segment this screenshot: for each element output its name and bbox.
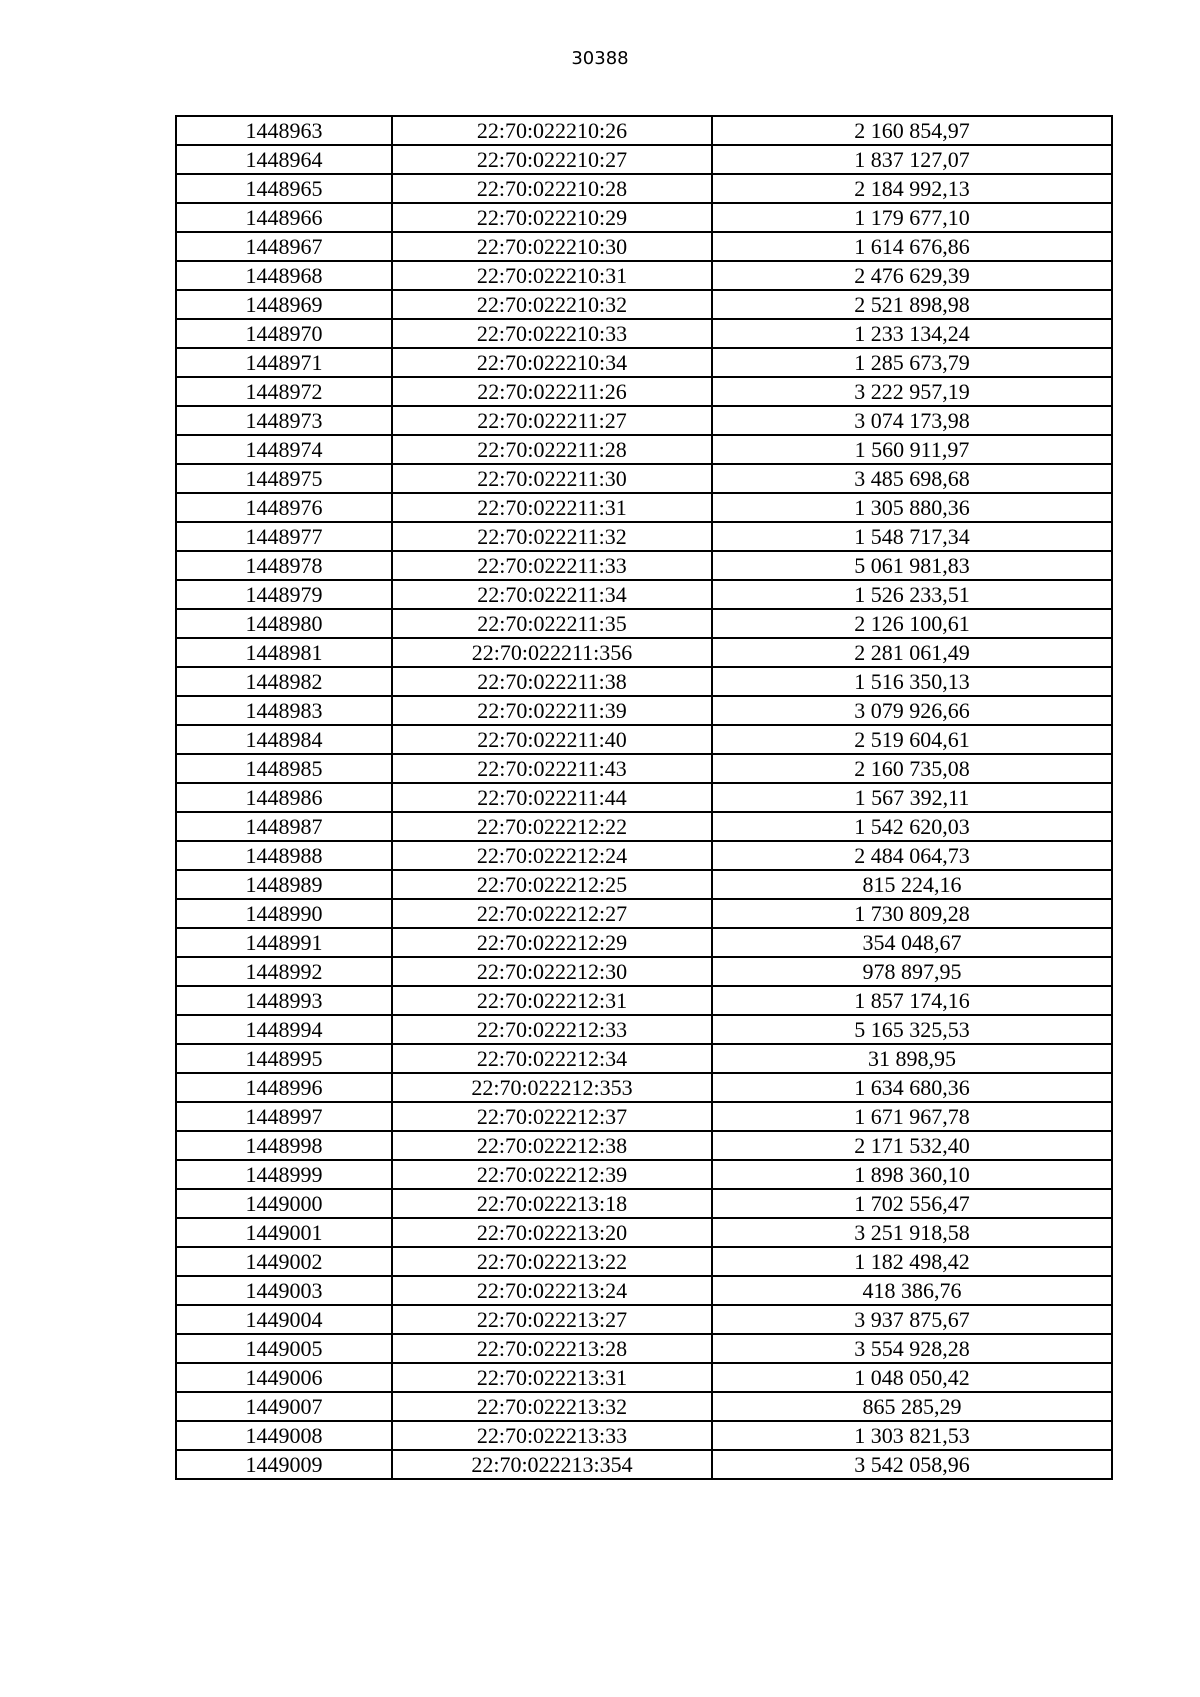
- cadastral-value-cell: 3 251 918,58: [712, 1218, 1112, 1247]
- table-row: [176, 1392, 1112, 1421]
- table-row: [176, 1305, 1112, 1334]
- table-row: [176, 870, 1112, 899]
- row-number-cell: 1448963: [176, 116, 392, 145]
- cadastral-number-cell: 22:70:022211:27: [392, 406, 712, 435]
- cadastral-number-cell: 22:70:022212:29: [392, 928, 712, 957]
- table-row: [176, 464, 1112, 493]
- table-row: [176, 899, 1112, 928]
- row-number-cell: 1448981: [176, 638, 392, 667]
- row-number-cell: 1448978: [176, 551, 392, 580]
- table-row: [176, 928, 1112, 957]
- cadastral-value-cell: 1 702 556,47: [712, 1189, 1112, 1218]
- cadastral-value-cell: 1 542 620,03: [712, 812, 1112, 841]
- row-number-cell: 1448998: [176, 1131, 392, 1160]
- cadastral-number-cell: 22:70:022211:33: [392, 551, 712, 580]
- cadastral-value-cell: 1 634 680,36: [712, 1073, 1112, 1102]
- table-row: [176, 1189, 1112, 1218]
- table-row: [176, 957, 1112, 986]
- data-table: [175, 115, 1113, 1480]
- cadastral-number-cell: 22:70:022212:22: [392, 812, 712, 841]
- cadastral-value-cell: 1 671 967,78: [712, 1102, 1112, 1131]
- cadastral-value-cell: 3 222 957,19: [712, 377, 1112, 406]
- cadastral-number-cell: 22:70:022210:33: [392, 319, 712, 348]
- cadastral-number-cell: 22:70:022212:25: [392, 870, 712, 899]
- row-number-cell: 1448984: [176, 725, 392, 754]
- cadastral-number-cell: 22:70:022212:38: [392, 1131, 712, 1160]
- cadastral-number-cell: 22:70:022211:26: [392, 377, 712, 406]
- cadastral-number-cell: 22:70:022212:30: [392, 957, 712, 986]
- cadastral-value-cell: 1 898 360,10: [712, 1160, 1112, 1189]
- cadastral-value-cell: 1 233 134,24: [712, 319, 1112, 348]
- cadastral-value-cell: 3 074 173,98: [712, 406, 1112, 435]
- table-row: [176, 638, 1112, 667]
- table-row: [176, 754, 1112, 783]
- cadastral-number-cell: 22:70:022213:32: [392, 1392, 712, 1421]
- row-number-cell: 1448980: [176, 609, 392, 638]
- cadastral-number-cell: 22:70:022211:28: [392, 435, 712, 464]
- table-row: [176, 1044, 1112, 1073]
- row-number-cell: 1448992: [176, 957, 392, 986]
- table-row: [176, 812, 1112, 841]
- table-row: [176, 1363, 1112, 1392]
- cadastral-number-cell: 22:70:022210:29: [392, 203, 712, 232]
- cadastral-value-cell: 2 171 532,40: [712, 1131, 1112, 1160]
- cadastral-number-cell: 22:70:022211:40: [392, 725, 712, 754]
- row-number-cell: 1448972: [176, 377, 392, 406]
- table-row: [176, 1421, 1112, 1450]
- table-row: [176, 1160, 1112, 1189]
- cadastral-number-cell: 22:70:022212:27: [392, 899, 712, 928]
- cadastral-value-cell: 1 857 174,16: [712, 986, 1112, 1015]
- cadastral-value-cell: 865 285,29: [712, 1392, 1112, 1421]
- cadastral-number-cell: 22:70:022211:38: [392, 667, 712, 696]
- cadastral-number-cell: 22:70:022213:31: [392, 1363, 712, 1392]
- cadastral-value-cell: 3 937 875,67: [712, 1305, 1112, 1334]
- row-number-cell: 1448993: [176, 986, 392, 1015]
- row-number-cell: 1448989: [176, 870, 392, 899]
- row-number-cell: 1448967: [176, 232, 392, 261]
- table-row: [176, 1131, 1112, 1160]
- cadastral-value-cell: 2 184 992,13: [712, 174, 1112, 203]
- row-number-cell: 1448996: [176, 1073, 392, 1102]
- cadastral-number-cell: 22:70:022213:33: [392, 1421, 712, 1450]
- cadastral-number-cell: 22:70:022213:24: [392, 1276, 712, 1305]
- row-number-cell: 1449009: [176, 1450, 392, 1479]
- cadastral-number-cell: 22:70:022210:26: [392, 116, 712, 145]
- cadastral-number-cell: 22:70:022210:32: [392, 290, 712, 319]
- row-number-cell: 1448988: [176, 841, 392, 870]
- cadastral-number-cell: 22:70:022212:24: [392, 841, 712, 870]
- cadastral-number-cell: 22:70:022211:31: [392, 493, 712, 522]
- table-row: [176, 174, 1112, 203]
- cadastral-value-cell: 31 898,95: [712, 1044, 1112, 1073]
- cadastral-value-cell: 2 160 854,97: [712, 116, 1112, 145]
- cadastral-value-cell: 1 285 673,79: [712, 348, 1112, 377]
- cadastral-number-cell: 22:70:022212:353: [392, 1073, 712, 1102]
- table-row: [176, 580, 1112, 609]
- cadastral-value-cell: 1 614 676,86: [712, 232, 1112, 261]
- table-row: [176, 725, 1112, 754]
- cadastral-number-cell: 22:70:022213:22: [392, 1247, 712, 1276]
- cadastral-value-cell: 2 281 061,49: [712, 638, 1112, 667]
- table-row: [176, 1276, 1112, 1305]
- page-number: 30388: [571, 48, 629, 69]
- cadastral-value-cell: 815 224,16: [712, 870, 1112, 899]
- row-number-cell: 1448985: [176, 754, 392, 783]
- row-number-cell: 1448965: [176, 174, 392, 203]
- cadastral-value-cell: 1 182 498,42: [712, 1247, 1112, 1276]
- table-row: [176, 1218, 1112, 1247]
- cadastral-value-cell: 1 837 127,07: [712, 145, 1112, 174]
- cadastral-value-cell: 1 516 350,13: [712, 667, 1112, 696]
- table-row: [176, 435, 1112, 464]
- row-number-cell: 1448982: [176, 667, 392, 696]
- cadastral-value-cell: 2 126 100,61: [712, 609, 1112, 638]
- cadastral-number-cell: 22:70:022212:39: [392, 1160, 712, 1189]
- cadastral-value-cell: 2 160 735,08: [712, 754, 1112, 783]
- cadastral-number-cell: 22:70:022211:43: [392, 754, 712, 783]
- cadastral-number-cell: 22:70:022212:33: [392, 1015, 712, 1044]
- cadastral-number-cell: 22:70:022213:18: [392, 1189, 712, 1218]
- cadastral-number-cell: 22:70:022210:27: [392, 145, 712, 174]
- table-row: [176, 319, 1112, 348]
- cadastral-value-cell: 2 521 898,98: [712, 290, 1112, 319]
- cadastral-number-cell: 22:70:022213:28: [392, 1334, 712, 1363]
- table-row: [176, 493, 1112, 522]
- cadastral-value-cell: 3 554 928,28: [712, 1334, 1112, 1363]
- table-row: [176, 696, 1112, 725]
- row-number-cell: 1448976: [176, 493, 392, 522]
- cadastral-number-cell: 22:70:022210:34: [392, 348, 712, 377]
- cadastral-value-cell: 3 079 926,66: [712, 696, 1112, 725]
- row-number-cell: 1449002: [176, 1247, 392, 1276]
- row-number-cell: 1448990: [176, 899, 392, 928]
- row-number-cell: 1448969: [176, 290, 392, 319]
- cadastral-value-cell: 354 048,67: [712, 928, 1112, 957]
- cadastral-value-cell: 2 519 604,61: [712, 725, 1112, 754]
- cadastral-number-cell: 22:70:022210:28: [392, 174, 712, 203]
- table-row: [176, 406, 1112, 435]
- row-number-cell: 1448970: [176, 319, 392, 348]
- table-row: [176, 783, 1112, 812]
- table-row: [176, 1334, 1112, 1363]
- cadastral-value-cell: 1 560 911,97: [712, 435, 1112, 464]
- cadastral-number-cell: 22:70:022213:27: [392, 1305, 712, 1334]
- cadastral-value-cell: 5 061 981,83: [712, 551, 1112, 580]
- table-row: [176, 986, 1112, 1015]
- cadastral-number-cell: 22:70:022210:31: [392, 261, 712, 290]
- row-number-cell: 1448997: [176, 1102, 392, 1131]
- cadastral-value-cell: 2 484 064,73: [712, 841, 1112, 870]
- cadastral-number-cell: 22:70:022213:354: [392, 1450, 712, 1479]
- cadastral-number-cell: 22:70:022210:30: [392, 232, 712, 261]
- table-row: [176, 667, 1112, 696]
- table-row: [176, 522, 1112, 551]
- row-number-cell: 1448973: [176, 406, 392, 435]
- table-row: [176, 116, 1112, 145]
- table-row: [176, 1073, 1112, 1102]
- row-number-cell: 1448977: [176, 522, 392, 551]
- row-number-cell: 1448971: [176, 348, 392, 377]
- table-row: [176, 841, 1112, 870]
- row-number-cell: 1449001: [176, 1218, 392, 1247]
- row-number-cell: 1449000: [176, 1189, 392, 1218]
- table-row: [176, 1247, 1112, 1276]
- cadastral-value-cell: 3 485 698,68: [712, 464, 1112, 493]
- row-number-cell: 1449005: [176, 1334, 392, 1363]
- table-row: [176, 261, 1112, 290]
- row-number-cell: 1448983: [176, 696, 392, 725]
- cadastral-number-cell: 22:70:022211:356: [392, 638, 712, 667]
- row-number-cell: 1448986: [176, 783, 392, 812]
- cadastral-number-cell: 22:70:022212:31: [392, 986, 712, 1015]
- table-row: [176, 609, 1112, 638]
- cadastral-number-cell: 22:70:022211:39: [392, 696, 712, 725]
- table-row: [176, 348, 1112, 377]
- cadastral-value-cell: 1 305 880,36: [712, 493, 1112, 522]
- table-body: [176, 116, 1112, 1479]
- cadastral-number-cell: 22:70:022212:34: [392, 1044, 712, 1073]
- row-number-cell: 1449007: [176, 1392, 392, 1421]
- row-number-cell: 1448991: [176, 928, 392, 957]
- cadastral-number-cell: 22:70:022211:30: [392, 464, 712, 493]
- row-number-cell: 1448979: [176, 580, 392, 609]
- cadastral-value-cell: 1 303 821,53: [712, 1421, 1112, 1450]
- cadastral-number-cell: 22:70:022213:20: [392, 1218, 712, 1247]
- table-row: [176, 1102, 1112, 1131]
- row-number-cell: 1449008: [176, 1421, 392, 1450]
- row-number-cell: 1448994: [176, 1015, 392, 1044]
- table-row: [176, 1015, 1112, 1044]
- row-number-cell: 1448974: [176, 435, 392, 464]
- cadastral-number-cell: 22:70:022212:37: [392, 1102, 712, 1131]
- cadastral-number-cell: 22:70:022211:35: [392, 609, 712, 638]
- table-row: [176, 377, 1112, 406]
- row-number-cell: 1448964: [176, 145, 392, 174]
- cadastral-value-cell: 418 386,76: [712, 1276, 1112, 1305]
- row-number-cell: 1448966: [176, 203, 392, 232]
- cadastral-number-cell: 22:70:022211:44: [392, 783, 712, 812]
- table-row: [176, 290, 1112, 319]
- row-number-cell: 1448995: [176, 1044, 392, 1073]
- cadastral-value-cell: 3 542 058,96: [712, 1450, 1112, 1479]
- cadastral-value-cell: 2 476 629,39: [712, 261, 1112, 290]
- row-number-cell: 1448987: [176, 812, 392, 841]
- table-row: [176, 232, 1112, 261]
- row-number-cell: 1448968: [176, 261, 392, 290]
- row-number-cell: 1449004: [176, 1305, 392, 1334]
- cadastral-value-cell: 1 526 233,51: [712, 580, 1112, 609]
- table-row: [176, 1450, 1112, 1479]
- table-row: [176, 145, 1112, 174]
- cadastral-value-cell: 978 897,95: [712, 957, 1112, 986]
- row-number-cell: 1448975: [176, 464, 392, 493]
- table-row: [176, 551, 1112, 580]
- row-number-cell: 1449003: [176, 1276, 392, 1305]
- cadastral-value-cell: 1 548 717,34: [712, 522, 1112, 551]
- cadastral-value-cell: 5 165 325,53: [712, 1015, 1112, 1044]
- cadastral-value-cell: 1 048 050,42: [712, 1363, 1112, 1392]
- cadastral-value-cell: 1 179 677,10: [712, 203, 1112, 232]
- cadastral-number-cell: 22:70:022211:32: [392, 522, 712, 551]
- row-number-cell: 1449006: [176, 1363, 392, 1392]
- row-number-cell: 1448999: [176, 1160, 392, 1189]
- cadastral-number-cell: 22:70:022211:34: [392, 580, 712, 609]
- cadastral-value-cell: 1 567 392,11: [712, 783, 1112, 812]
- table-row: [176, 203, 1112, 232]
- cadastral-value-cell: 1 730 809,28: [712, 899, 1112, 928]
